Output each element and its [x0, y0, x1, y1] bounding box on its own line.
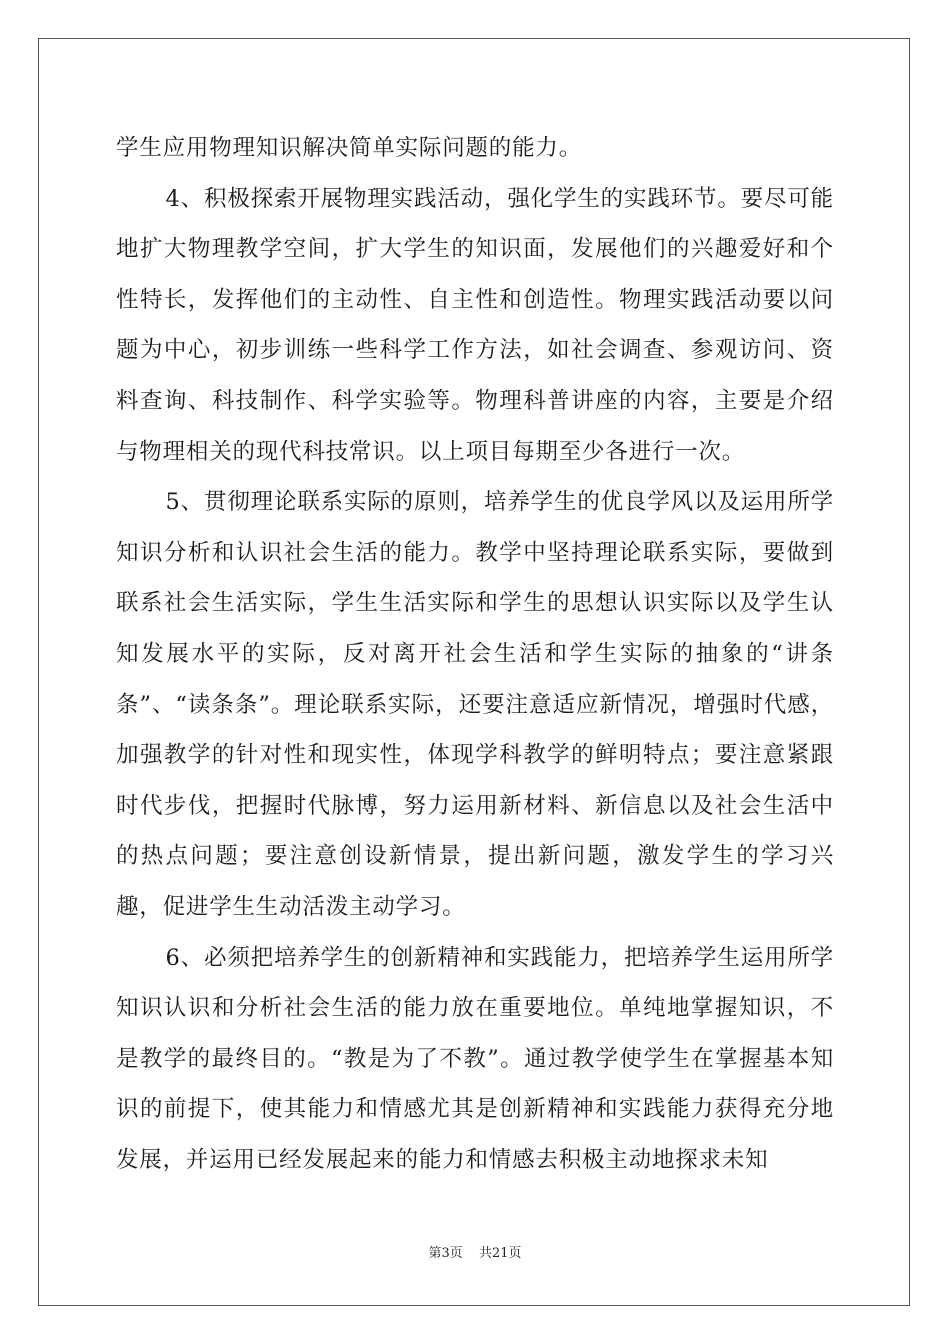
- paragraph-item-6: 6、必须把培养学生的创新精神和实践能力，把培养学生运用所学知识认识和分析社会生活的能力放在重要地位。单纯地掌握知识，不是教学的最终目的。“教是为了不教”。通过教学使学生在掌握基本知识的前提下，使其能力和情感尤其是创新精神和实践能力获得充分地发展，并运用已经发展起来的能力和情感去积极主动地探求未知: [116, 944, 834, 1173]
- paragraph-continuation: 学生应用物理知识解决简单实际问题的能力。: [116, 135, 583, 161]
- page-footer: [0, 1242, 950, 1261]
- page-total: 共21页: [478, 1246, 522, 1261]
- document-body: [116, 123, 834, 1185]
- paragraph-item-4: 4、积极探索开展物理实践活动，强化学生的实践环节。要尽可能地扩大物理教学空间，扩大学生的知识面，发展他们的兴趣爱好和个性特长，发挥他们的主动性、自主性和创造性。物理实践活动要以问题为中心，初步训练一些科学工作方法，如社会调查、参观访问、资料查询、科技制作、科学实验等。物理科普讲座的内容，主要是介绍与物理相关的现代科技常识。以上项目每期至少各进行一次。: [116, 185, 834, 465]
- paragraph-item-5: 5、贯彻理论联系实际的原则，培养学生的优良学风以及运用所学知识分析和认识社会生活的能力。教学中坚持理论联系实际，要做到联系社会生活实际，学生生活实际和学生的思想认识实际以及学生认知发展水平的实际，反对离开社会生活和学生实际的抽象的“讲条条”、“读条条”。理论联系实际，还要注意适应新情况，增强时代感，加强教学的针对性和现实性，体现学科教学的鲜明特点；要注意紧跟时代步伐，把握时代脉博，努力运用新材料、新信息以及社会生活中的热点问题；要注意创设新情景，提出新问题，激发学生的学习兴趣，促进学生生动活泼主动学习。: [116, 489, 834, 920]
- page-number: 第3页: [428, 1246, 463, 1261]
